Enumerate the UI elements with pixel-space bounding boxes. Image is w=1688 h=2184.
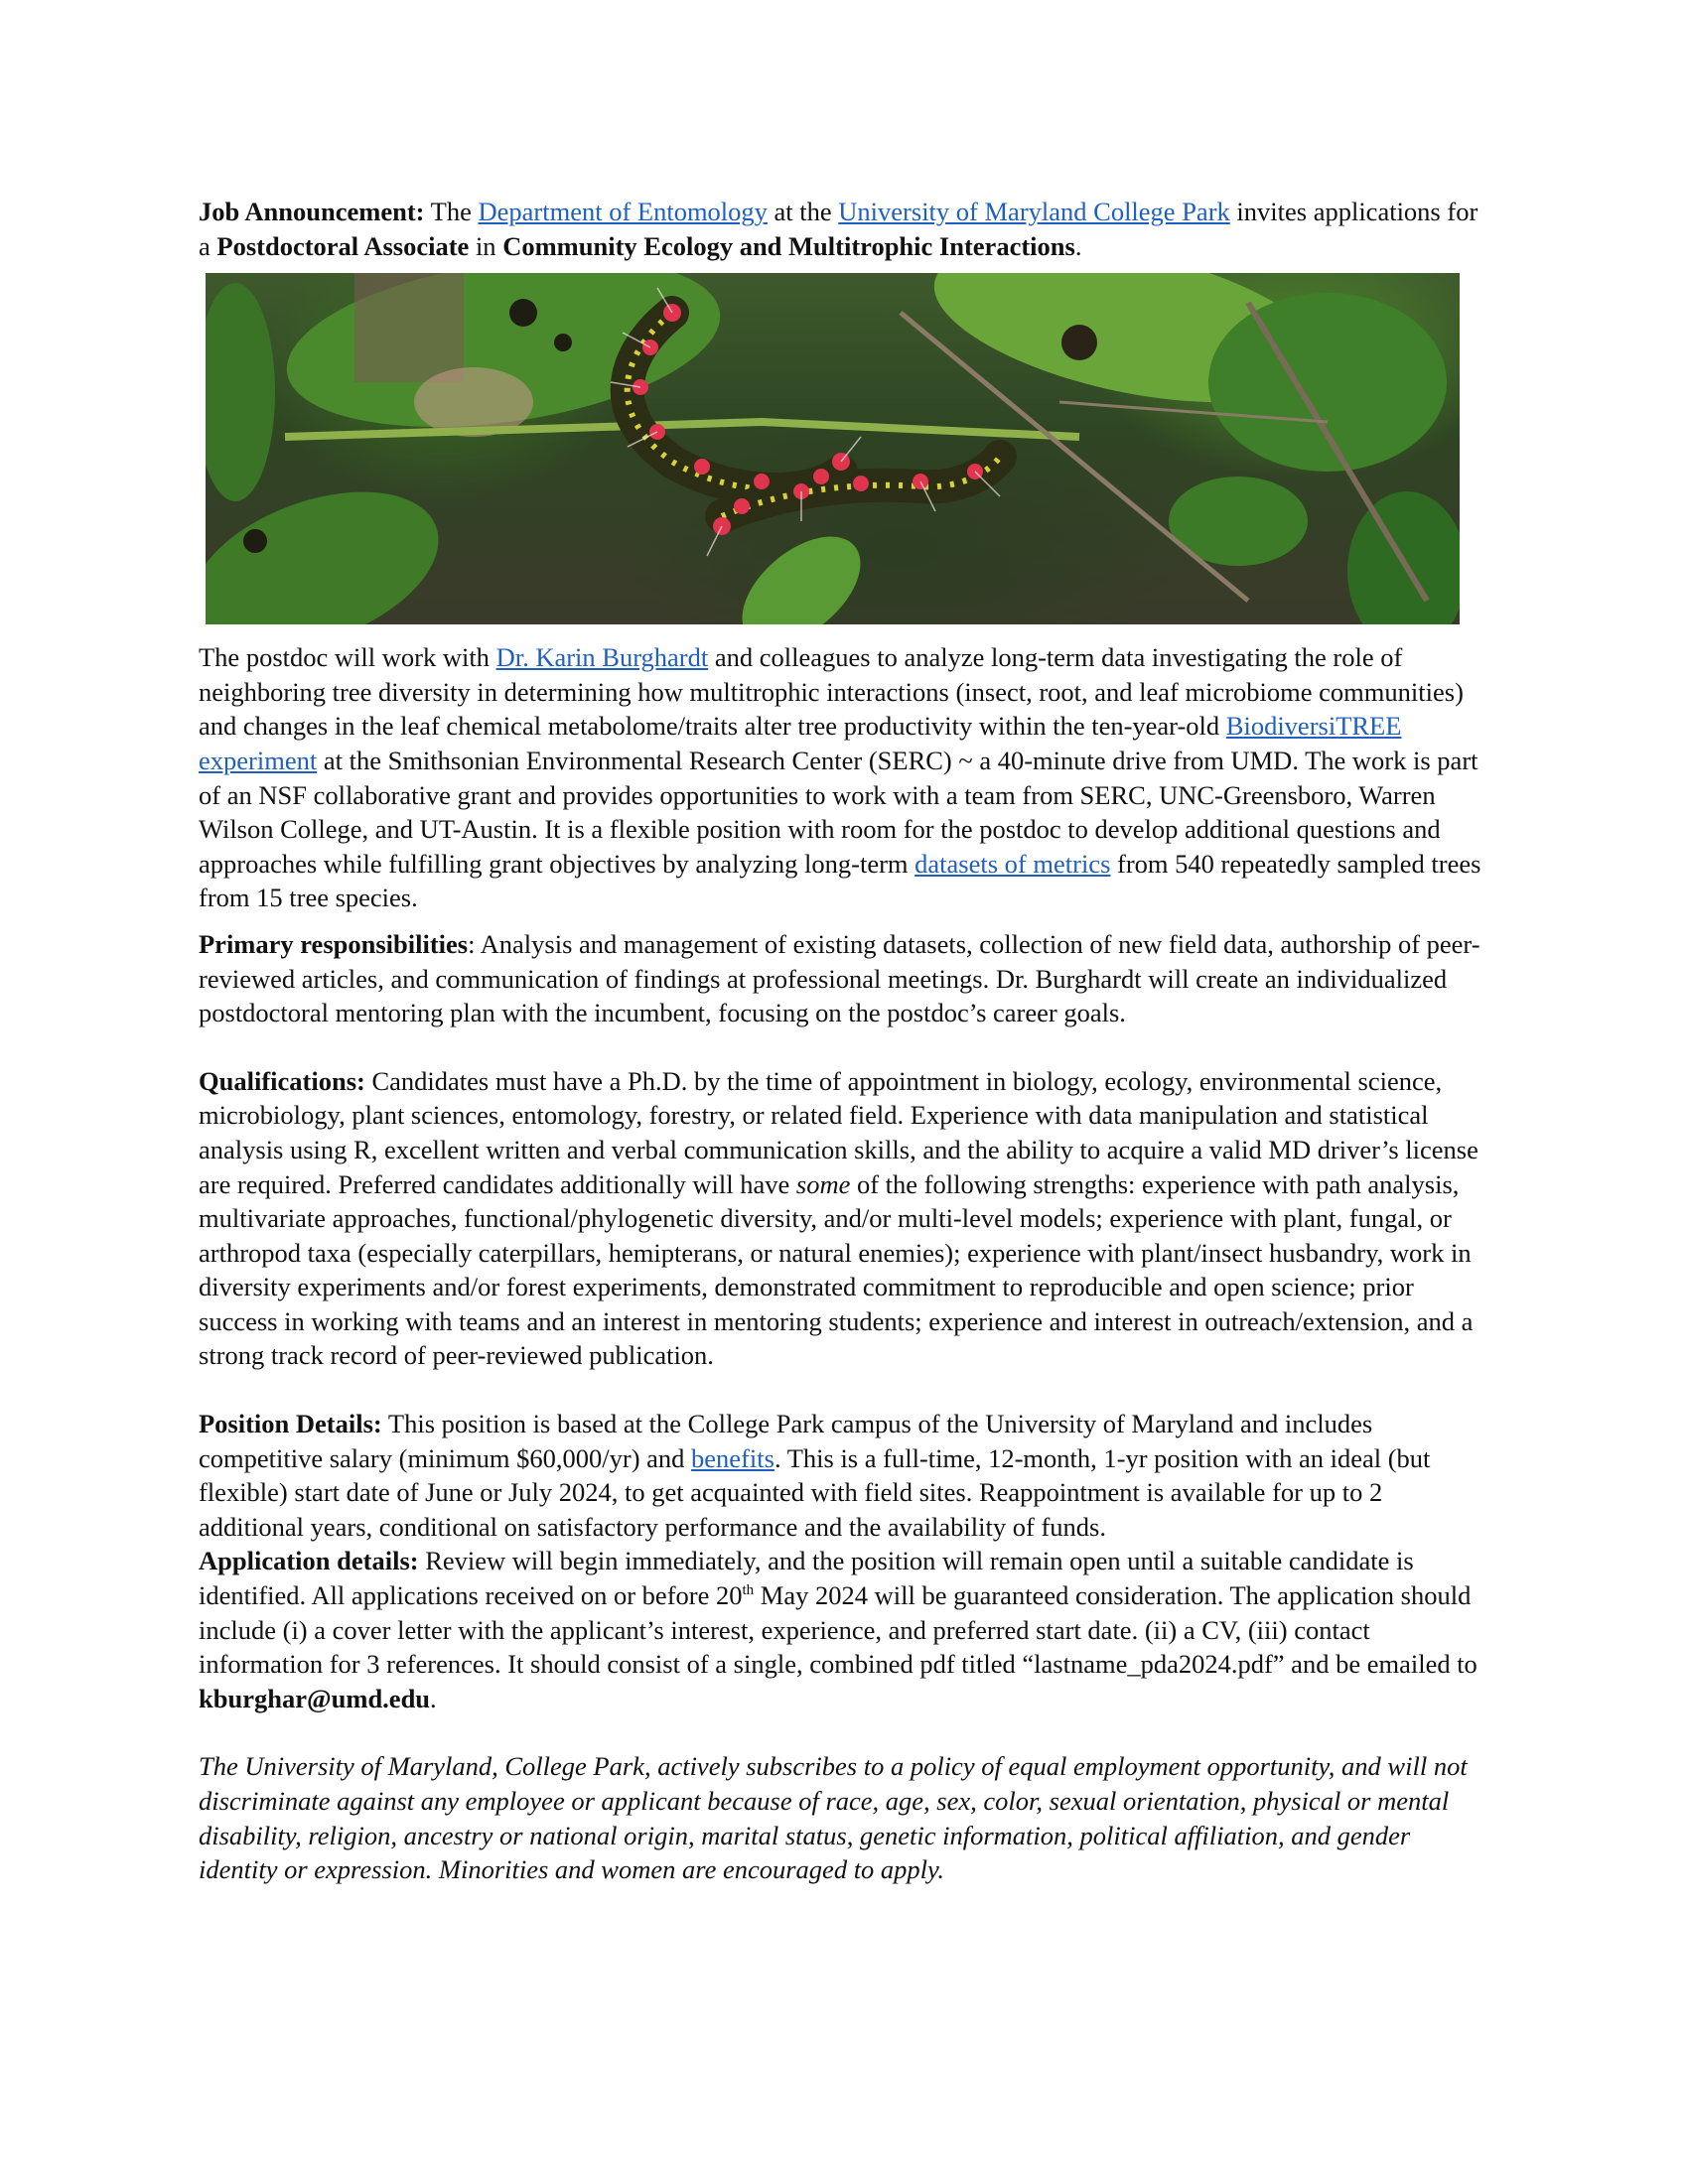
department-link[interactable]: Department of Entomology [478, 197, 768, 226]
application-text-3: . [430, 1683, 437, 1713]
caterpillar-illustration [206, 273, 1460, 624]
position-title: Postdoctoral Associate [216, 230, 470, 261]
description-text-3: at the Smithsonian Environmental Research Center (SERC) ~ a 40-minute drive from UMD. The work is part of an NSF collaborative grant and provides opportunities to work with a team from SERC, UNC-Greensboro, Warren Wilson College, and UT-Austin. It is a flexible position with room for the postdoc to develop additional questions and approaches while fulfilling grant objectives by analyzing long-term [199, 745, 1478, 879]
contact-email: kburghar@umd.edu [199, 1683, 431, 1713]
experiment-link[interactable]: BiodiversiTREE experiment [199, 711, 1402, 775]
datasets-link[interactable]: datasets of metrics [914, 848, 1111, 879]
responsibilities-paragraph [199, 927, 1489, 1030]
application-label: Application details: [199, 1546, 419, 1576]
position-details-text-2: . This is a full-time, 12-month, 1-yr position with an ideal (but flexible) start date of June or July 2024, to get acquainted with field sites. Reappointment is available for up to 2 additional years, conditional on satisfactory performance and the availability of funds. [199, 1442, 1431, 1542]
qualifications-text-1: Candidates must have a Ph.D. by the time of appointment in biology, ecology, environmental science, microbiology, plant sciences, entomology, forestry, or related field. Experience with data manipulation and statistical analysis using R, excellent written and verbal communication skills, and the ability to acquire a valid MD driver’s license are required. Preferred candidates additionally will have [199, 1065, 1478, 1199]
background-blur [354, 273, 464, 382]
intro-text-3: invites applications for a [199, 197, 1478, 261]
benefits-link[interactable]: benefits [691, 1442, 774, 1473]
intro-text-2: at the [767, 197, 839, 226]
intro-label: Job Announcement: [199, 197, 425, 226]
leaf-spot [554, 334, 572, 351]
caterpillar-body [628, 313, 841, 489]
qualifications-text-2: of the following strengths: experience with path analysis, multivariate approaches, functional/phylogenetic diversity, and/or multi-level models; experience with plant, fungal, or arthropod taxa (especially caterpillars, hemipterans, or natural enemies); experience with plant/insect husbandry, work in diversity experiments and/or forest experiments, demonstrated commitment to reproducible and open science; prior success in working with teams and an interest in mentoring students; experience and interest in outreach/extension, and a strong track record of peer-reviewed publication. [199, 1168, 1474, 1371]
description-text-2: and colleagues to analyze long-term data investigating the role of neighboring tree diversity in determining how multitrophic interactions (insect, root, and leaf microbiome communities) and changes in the leaf chemical metabolome/traits alter tree productivity within the ten-year-old [199, 642, 1464, 742]
eeo-statement: The University of Maryland, College Park, actively subscribes to a policy of equal employment opportunity, and will not discriminate against any employee or applicant because of race, age, sex, color, sexual orientation, physical or mental disability, religion, ancestry or national origin, marital status, genetic information, political affiliation, and gender identity or expression. Minorities and women are encouraged to apply. [199, 1751, 1468, 1885]
application-paragraph [199, 1544, 1489, 1715]
intro-text-5: . [1074, 230, 1082, 261]
university-link[interactable]: University of Maryland College Park [838, 197, 1230, 226]
caterpillar-photo [206, 273, 1460, 624]
qualifications-paragraph [199, 1064, 1489, 1373]
leaf-spot [1061, 325, 1097, 360]
description-paragraph [199, 640, 1489, 915]
intro-text-4: in [469, 230, 503, 261]
pi-link[interactable]: Dr. Karin Burghardt [495, 642, 709, 673]
description-text-4: from 540 repeatedly sampled trees from 15 tree species. [199, 848, 1481, 913]
application-text-2: May 2024 will be guaranteed consideration. The application should include (i) a cover letter with the applicant’s interest, experience, and preferred start date. (ii) a CV, (iii) contact information for 3 references. It should consist of a single, combined pdf titled “lastname_pda2024.pdf” and be emailed to [199, 1580, 1477, 1680]
application-text-1: Review will begin immediately, and the position will remain open until a suitable candidate is identified. All applications received on or before 20 [199, 1546, 1414, 1611]
leaf-spot [243, 529, 267, 553]
leaf-shape [206, 283, 275, 501]
field-title: Community Ecology and Multitrophic Interactions [502, 230, 1075, 261]
position-details-label: Position Details: [199, 1409, 382, 1439]
leaf-shape [723, 516, 881, 625]
position-details-paragraph [199, 1407, 1489, 1544]
position-details-text-1: This position is based at the College Park campus of the University of Maryland and includes competitive salary (minimum $60,000/yr) and [199, 1409, 1373, 1473]
leaf-shape [1208, 293, 1447, 472]
intro-paragraph [199, 195, 1489, 263]
announcement-body [199, 195, 1489, 1887]
ordinal-suffix: th [742, 1582, 755, 1599]
qualifications-emphasis: some [795, 1168, 851, 1199]
description-text-1: The postdoc will work with [199, 642, 496, 673]
responsibilities-text: : Analysis and management of existing datasets, collection of new field data, authorship of peer-reviewed articles, and communication of findings at professional meetings. Dr. Burghardt will create an individualized postdoctoral mentoring plan with the incumbent, focusing on the postdoc’s career goals. [199, 928, 1480, 1028]
intro-text-1: The [424, 197, 479, 226]
leaf-spot [509, 299, 537, 327]
responsibilities-label: Primary responsibilities [199, 928, 469, 959]
qualifications-label: Qualifications: [199, 1065, 365, 1096]
